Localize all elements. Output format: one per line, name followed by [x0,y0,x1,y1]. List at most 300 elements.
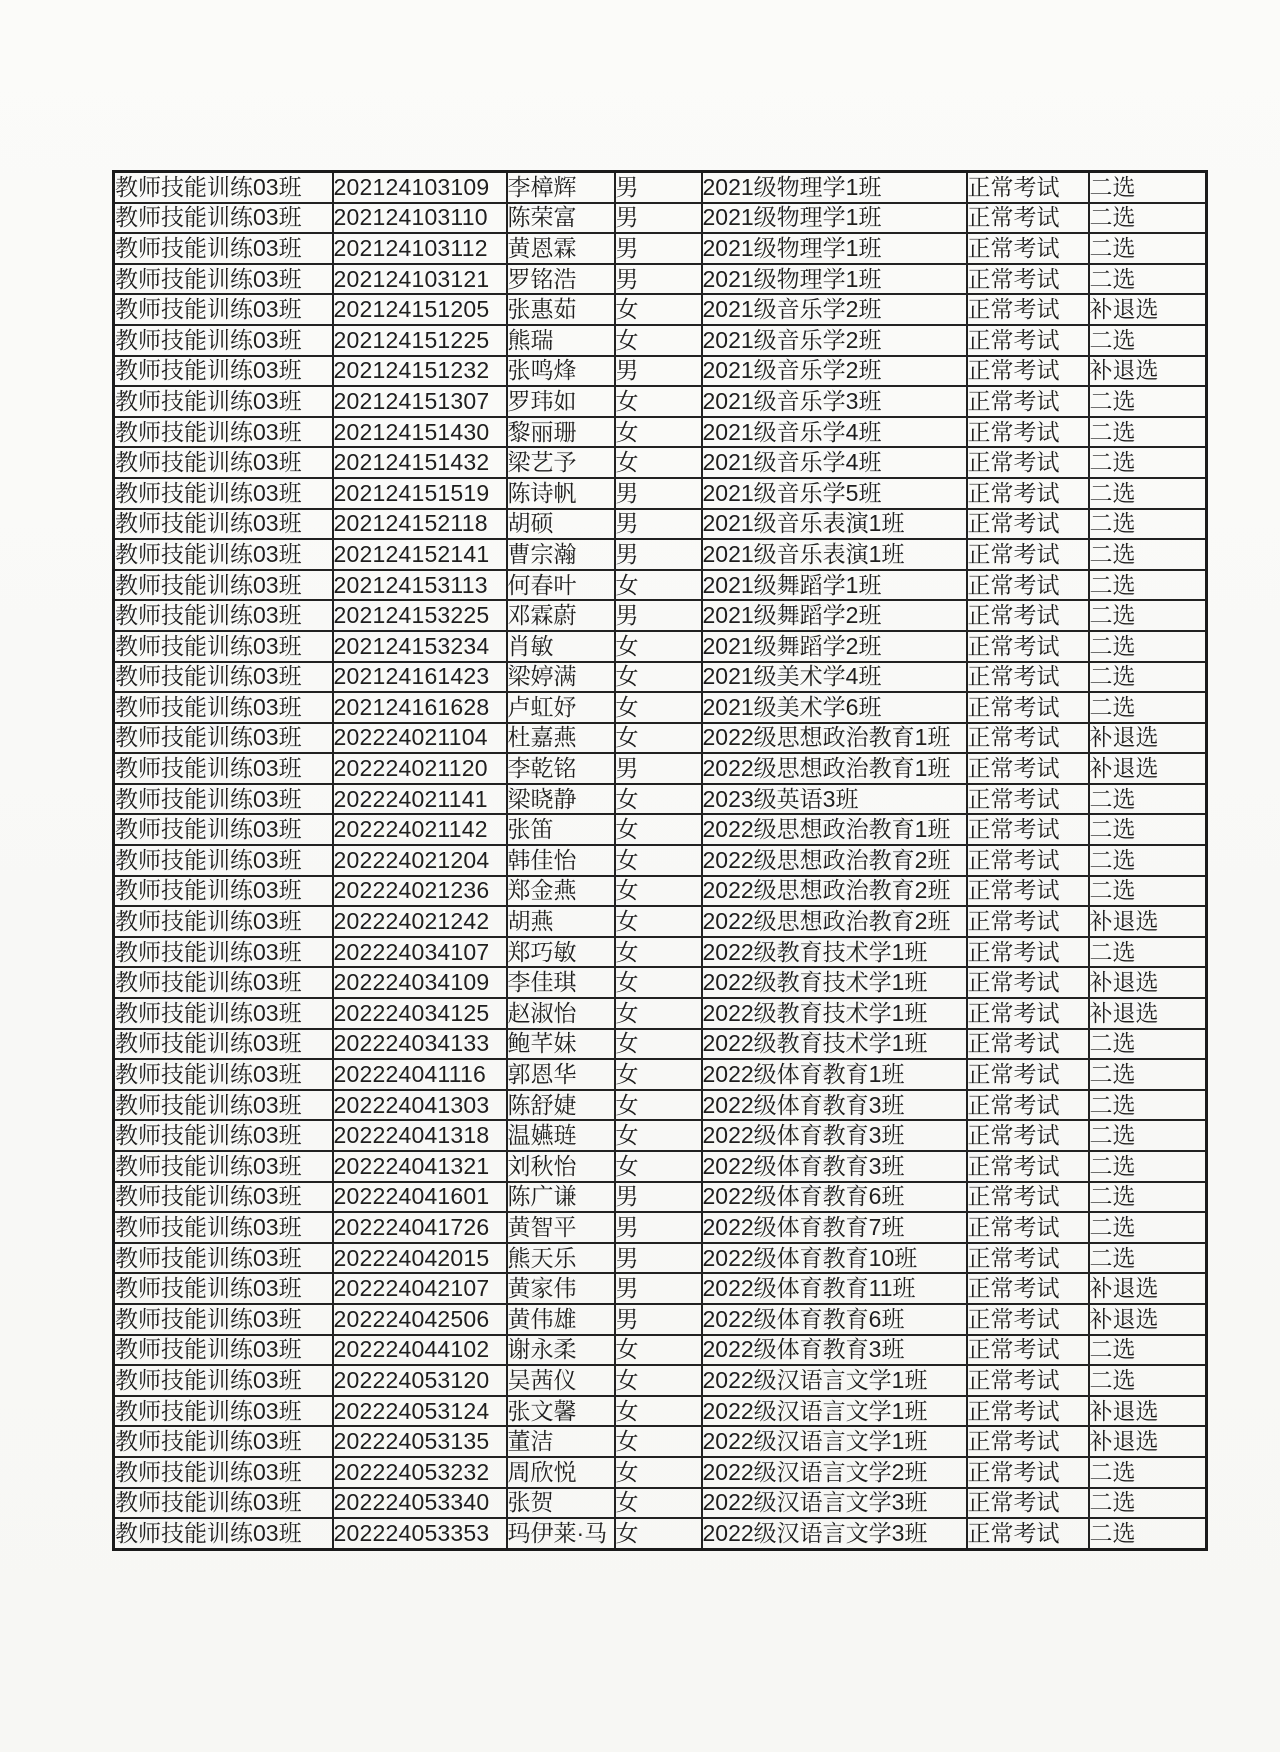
cell-student-id: 202124151432 [333,447,507,478]
cell-exam-status: 正常考试 [967,692,1089,723]
cell-class-name: 2022级体育教育10班 [702,1243,967,1274]
cell-exam-status: 正常考试 [967,233,1089,264]
cell-class-group: 教师技能训练03班 [114,386,333,417]
table-row [114,876,1207,907]
cell-class-group: 教师技能训练03班 [114,1365,333,1396]
cell-gender: 男 [615,203,702,234]
cell-exam-status: 正常考试 [967,937,1089,968]
cell-student-id: 202124151519 [333,478,507,509]
cell-selection-type: 二选 [1089,509,1207,540]
cell-selection-type: 二选 [1089,1365,1207,1396]
cell-student-name: 谢永柔 [507,1335,615,1366]
cell-selection-type: 补退选 [1089,998,1207,1029]
cell-student-name: 黄智平 [507,1212,615,1243]
cell-exam-status: 正常考试 [967,1120,1089,1151]
cell-selection-type: 二选 [1089,417,1207,448]
cell-student-id: 202224053353 [333,1518,507,1549]
cell-student-name: 刘秋怡 [507,1151,615,1182]
cell-exam-status: 正常考试 [967,814,1089,845]
cell-selection-type: 二选 [1089,662,1207,693]
cell-student-id: 202224041601 [333,1182,507,1213]
cell-class-group: 教师技能训练03班 [114,937,333,968]
table-row [114,570,1207,601]
table-row [114,1335,1207,1366]
cell-student-id: 202224041321 [333,1151,507,1182]
cell-class-name: 2021级音乐学2班 [702,356,967,387]
cell-student-name: 胡硕 [507,509,615,540]
cell-class-group: 教师技能训练03班 [114,631,333,662]
cell-class-name: 2021级美术学6班 [702,692,967,723]
cell-student-id: 202124161628 [333,692,507,723]
cell-class-group: 教师技能训练03班 [114,1304,333,1335]
cell-class-group: 教师技能训练03班 [114,1273,333,1304]
cell-class-name: 2021级物理学1班 [702,203,967,234]
cell-student-name: 梁婷满 [507,662,615,693]
cell-student-name: 罗铭浩 [507,264,615,295]
cell-student-name: 玛伊莱·马 [507,1518,615,1549]
cell-selection-type: 补退选 [1089,1396,1207,1427]
cell-gender: 女 [615,1457,702,1488]
table-row [114,723,1207,754]
cell-class-name: 2021级音乐学5班 [702,478,967,509]
cell-class-name: 2022级汉语言文学3班 [702,1488,967,1519]
cell-class-group: 教师技能训练03班 [114,1396,333,1427]
cell-class-name: 2021级音乐学2班 [702,325,967,356]
table-row [114,753,1207,784]
table-row [114,447,1207,478]
cell-class-group: 教师技能训练03班 [114,539,333,570]
cell-student-name: 董洁 [507,1426,615,1457]
cell-class-name: 2021级舞蹈学1班 [702,570,967,601]
cell-class-group: 教师技能训练03班 [114,876,333,907]
cell-student-name: 胡燕 [507,906,615,937]
cell-selection-type: 二选 [1089,937,1207,968]
cell-student-name: 卢虹妤 [507,692,615,723]
cell-class-group: 教师技能训练03班 [114,692,333,723]
cell-selection-type: 补退选 [1089,967,1207,998]
cell-exam-status: 正常考试 [967,906,1089,937]
cell-exam-status: 正常考试 [967,1090,1089,1121]
cell-exam-status: 正常考试 [967,203,1089,234]
cell-gender: 女 [615,723,702,754]
table-row [114,325,1207,356]
cell-class-name: 2022级体育教育3班 [702,1335,967,1366]
cell-class-name: 2022级教育技术学1班 [702,1029,967,1060]
table-row [114,1059,1207,1090]
cell-exam-status: 正常考试 [967,539,1089,570]
cell-student-id: 202224034133 [333,1029,507,1060]
cell-student-id: 202124152141 [333,539,507,570]
cell-gender: 女 [615,1488,702,1519]
cell-gender: 女 [615,1365,702,1396]
cell-gender: 女 [615,417,702,448]
cell-exam-status: 正常考试 [967,325,1089,356]
cell-gender: 女 [615,1059,702,1090]
cell-gender: 女 [615,1151,702,1182]
cell-selection-type: 二选 [1089,631,1207,662]
cell-gender: 男 [615,539,702,570]
cell-class-name: 2021级音乐学2班 [702,294,967,325]
cell-selection-type: 二选 [1089,1059,1207,1090]
cell-student-id: 202124153113 [333,570,507,601]
cell-student-id: 202224021104 [333,723,507,754]
table-row [114,203,1207,234]
cell-selection-type: 二选 [1089,1488,1207,1519]
cell-selection-type: 二选 [1089,876,1207,907]
cell-student-id: 202124161423 [333,662,507,693]
cell-exam-status: 正常考试 [967,753,1089,784]
cell-class-group: 教师技能训练03班 [114,600,333,631]
cell-gender: 女 [615,937,702,968]
cell-class-group: 教师技能训练03班 [114,1120,333,1151]
cell-selection-type: 二选 [1089,1457,1207,1488]
cell-exam-status: 正常考试 [967,417,1089,448]
cell-gender: 女 [615,1396,702,1427]
cell-student-id: 202224041116 [333,1059,507,1090]
cell-student-name: 黄家伟 [507,1273,615,1304]
cell-gender: 男 [615,600,702,631]
table-row [114,662,1207,693]
cell-exam-status: 正常考试 [967,1488,1089,1519]
cell-class-name: 2021级音乐学4班 [702,447,967,478]
cell-class-group: 教师技能训练03班 [114,1488,333,1519]
table-row [114,356,1207,387]
table-row [114,937,1207,968]
cell-gender: 男 [615,356,702,387]
cell-gender: 女 [615,1518,702,1549]
cell-class-group: 教师技能训练03班 [114,967,333,998]
cell-student-id: 202124151307 [333,386,507,417]
cell-class-name: 2021级音乐表演1班 [702,539,967,570]
cell-student-name: 郭恩华 [507,1059,615,1090]
cell-gender: 男 [615,1212,702,1243]
table-row [114,1120,1207,1151]
cell-selection-type: 二选 [1089,845,1207,876]
cell-exam-status: 正常考试 [967,845,1089,876]
cell-student-name: 温嬿琏 [507,1120,615,1151]
cell-class-name: 2021级舞蹈学2班 [702,600,967,631]
cell-class-name: 2022级思想政治教育2班 [702,845,967,876]
cell-student-name: 张鸣烽 [507,356,615,387]
cell-student-name: 熊天乐 [507,1243,615,1274]
table-row [114,998,1207,1029]
cell-student-id: 202124151232 [333,356,507,387]
cell-class-group: 教师技能训练03班 [114,1457,333,1488]
cell-gender: 女 [615,570,702,601]
cell-exam-status: 正常考试 [967,967,1089,998]
cell-class-group: 教师技能训练03班 [114,753,333,784]
cell-class-group: 教师技能训练03班 [114,1335,333,1366]
cell-gender: 女 [615,1335,702,1366]
cell-student-id: 202224021141 [333,784,507,815]
cell-class-group: 教师技能训练03班 [114,233,333,264]
cell-class-group: 教师技能训练03班 [114,203,333,234]
cell-student-id: 202124103109 [333,172,507,203]
cell-selection-type: 补退选 [1089,1273,1207,1304]
cell-class-name: 2022级体育教育3班 [702,1120,967,1151]
cell-student-name: 陈舒婕 [507,1090,615,1121]
table-row [114,1090,1207,1121]
cell-class-group: 教师技能训练03班 [114,570,333,601]
cell-class-name: 2022级汉语言文学1班 [702,1365,967,1396]
cell-exam-status: 正常考试 [967,1243,1089,1274]
cell-student-id: 202224021120 [333,753,507,784]
cell-student-name: 陈诗帆 [507,478,615,509]
cell-class-group: 教师技能训练03班 [114,1182,333,1213]
cell-student-id: 202224034107 [333,937,507,968]
cell-student-id: 202124103110 [333,203,507,234]
cell-student-id: 202224053340 [333,1488,507,1519]
cell-exam-status: 正常考试 [967,784,1089,815]
cell-class-name: 2022级体育教育3班 [702,1090,967,1121]
cell-student-name: 李佳琪 [507,967,615,998]
cell-gender: 男 [615,1273,702,1304]
cell-student-name: 肖敏 [507,631,615,662]
cell-student-id: 202124103112 [333,233,507,264]
cell-selection-type: 二选 [1089,600,1207,631]
cell-class-name: 2021级音乐学4班 [702,417,967,448]
cell-selection-type: 二选 [1089,1182,1207,1213]
cell-selection-type: 补退选 [1089,294,1207,325]
cell-exam-status: 正常考试 [967,600,1089,631]
cell-class-group: 教师技能训练03班 [114,356,333,387]
table-row [114,1426,1207,1457]
cell-exam-status: 正常考试 [967,509,1089,540]
cell-selection-type: 二选 [1089,1151,1207,1182]
cell-gender: 男 [615,1304,702,1335]
cell-student-id: 202224042506 [333,1304,507,1335]
table-row [114,1457,1207,1488]
cell-selection-type: 二选 [1089,203,1207,234]
cell-student-id: 202224041726 [333,1212,507,1243]
table-row [114,631,1207,662]
table-row [114,692,1207,723]
cell-gender: 男 [615,1243,702,1274]
cell-selection-type: 二选 [1089,692,1207,723]
table-row [114,1304,1207,1335]
table-row [114,1365,1207,1396]
table-row [114,172,1207,203]
cell-class-group: 教师技能训练03班 [114,1518,333,1549]
cell-student-id: 202124153225 [333,600,507,631]
table-row [114,845,1207,876]
cell-class-name: 2022级思想政治教育1班 [702,814,967,845]
cell-gender: 女 [615,662,702,693]
cell-gender: 女 [615,784,702,815]
cell-student-name: 韩佳怡 [507,845,615,876]
cell-exam-status: 正常考试 [967,1059,1089,1090]
cell-gender: 女 [615,814,702,845]
cell-class-group: 教师技能训练03班 [114,1059,333,1090]
cell-student-id: 202224034109 [333,967,507,998]
cell-selection-type: 二选 [1089,1120,1207,1151]
cell-exam-status: 正常考试 [967,478,1089,509]
cell-selection-type: 二选 [1089,1212,1207,1243]
cell-gender: 女 [615,967,702,998]
cell-class-group: 教师技能训练03班 [114,172,333,203]
cell-exam-status: 正常考试 [967,1335,1089,1366]
cell-student-id: 202224021242 [333,906,507,937]
cell-selection-type: 二选 [1089,539,1207,570]
table-row [114,784,1207,815]
table-row [114,1518,1207,1549]
cell-selection-type: 二选 [1089,1090,1207,1121]
cell-gender: 男 [615,1182,702,1213]
cell-student-id: 202224053135 [333,1426,507,1457]
cell-student-name: 熊瑞 [507,325,615,356]
cell-selection-type: 补退选 [1089,1426,1207,1457]
cell-selection-type: 补退选 [1089,753,1207,784]
cell-class-name: 2022级思想政治教育1班 [702,753,967,784]
cell-exam-status: 正常考试 [967,1457,1089,1488]
cell-class-group: 教师技能训练03班 [114,998,333,1029]
table-row [114,814,1207,845]
cell-student-id: 202224021142 [333,814,507,845]
cell-class-name: 2021级音乐表演1班 [702,509,967,540]
cell-gender: 男 [615,172,702,203]
cell-student-id: 202124103121 [333,264,507,295]
cell-selection-type: 二选 [1089,814,1207,845]
cell-gender: 男 [615,509,702,540]
cell-class-name: 2022级汉语言文学1班 [702,1396,967,1427]
cell-gender: 女 [615,386,702,417]
cell-gender: 男 [615,233,702,264]
cell-exam-status: 正常考试 [967,1212,1089,1243]
cell-class-group: 教师技能训练03班 [114,1243,333,1274]
cell-gender: 男 [615,264,702,295]
cell-gender: 女 [615,845,702,876]
cell-student-id: 202124151225 [333,325,507,356]
cell-gender: 女 [615,1426,702,1457]
cell-class-name: 2022级汉语言文学1班 [702,1426,967,1457]
cell-selection-type: 二选 [1089,1518,1207,1549]
table-row [114,906,1207,937]
cell-student-name: 赵淑怡 [507,998,615,1029]
cell-exam-status: 正常考试 [967,172,1089,203]
cell-student-id: 202224053120 [333,1365,507,1396]
cell-gender: 女 [615,1120,702,1151]
cell-gender: 女 [615,325,702,356]
cell-selection-type: 二选 [1089,784,1207,815]
cell-student-id: 202224053232 [333,1457,507,1488]
table-row [114,417,1207,448]
cell-selection-type: 补退选 [1089,356,1207,387]
cell-gender: 女 [615,631,702,662]
table-row [114,264,1207,295]
cell-gender: 女 [615,998,702,1029]
cell-class-group: 教师技能训练03班 [114,1426,333,1457]
cell-selection-type: 二选 [1089,1243,1207,1274]
cell-class-group: 教师技能训练03班 [114,845,333,876]
cell-class-name: 2022级汉语言文学2班 [702,1457,967,1488]
student-roster-body [114,172,1207,1550]
cell-student-id: 202124151430 [333,417,507,448]
cell-exam-status: 正常考试 [967,1304,1089,1335]
cell-student-name: 陈广谦 [507,1182,615,1213]
cell-class-group: 教师技能训练03班 [114,662,333,693]
cell-class-group: 教师技能训练03班 [114,478,333,509]
cell-class-name: 2022级思想政治教育2班 [702,906,967,937]
cell-class-group: 教师技能训练03班 [114,1029,333,1060]
cell-exam-status: 正常考试 [967,1396,1089,1427]
cell-class-name: 2022级体育教育11班 [702,1273,967,1304]
cell-student-name: 郑金燕 [507,876,615,907]
cell-selection-type: 二选 [1089,478,1207,509]
cell-student-id: 202224042107 [333,1273,507,1304]
cell-student-name: 黄伟雄 [507,1304,615,1335]
cell-student-id: 202224041318 [333,1120,507,1151]
cell-student-name: 黄恩霖 [507,233,615,264]
cell-gender: 女 [615,294,702,325]
cell-student-name: 郑巧敏 [507,937,615,968]
cell-student-id: 202124152118 [333,509,507,540]
cell-class-group: 教师技能训练03班 [114,1151,333,1182]
cell-student-id: 202124151205 [333,294,507,325]
cell-class-name: 2021级物理学1班 [702,264,967,295]
cell-selection-type: 二选 [1089,1029,1207,1060]
cell-class-name: 2022级教育技术学1班 [702,998,967,1029]
cell-student-name: 曹宗瀚 [507,539,615,570]
cell-student-name: 杜嘉燕 [507,723,615,754]
student-roster-table [112,170,1208,1551]
cell-class-name: 2022级思想政治教育1班 [702,723,967,754]
table-row [114,967,1207,998]
cell-class-name: 2022级体育教育1班 [702,1059,967,1090]
cell-class-name: 2021级物理学1班 [702,172,967,203]
cell-student-id: 202224021236 [333,876,507,907]
cell-class-group: 教师技能训练03班 [114,784,333,815]
cell-student-name: 张笛 [507,814,615,845]
cell-student-id: 202224021204 [333,845,507,876]
cell-gender: 女 [615,906,702,937]
cell-exam-status: 正常考试 [967,570,1089,601]
cell-selection-type: 二选 [1089,570,1207,601]
cell-class-name: 2022级体育教育6班 [702,1304,967,1335]
cell-gender: 男 [615,478,702,509]
table-row [114,478,1207,509]
cell-class-name: 2022级体育教育6班 [702,1182,967,1213]
cell-selection-type: 二选 [1089,386,1207,417]
cell-class-name: 2022级思想政治教育2班 [702,876,967,907]
table-row [114,233,1207,264]
cell-student-name: 周欣悦 [507,1457,615,1488]
cell-student-name: 何春叶 [507,570,615,601]
cell-exam-status: 正常考试 [967,1182,1089,1213]
table-row [114,1151,1207,1182]
cell-class-name: 2021级物理学1班 [702,233,967,264]
cell-exam-status: 正常考试 [967,876,1089,907]
cell-exam-status: 正常考试 [967,723,1089,754]
cell-selection-type: 二选 [1089,325,1207,356]
cell-exam-status: 正常考试 [967,386,1089,417]
cell-student-name: 张惠茹 [507,294,615,325]
cell-class-name: 2022级汉语言文学3班 [702,1518,967,1549]
table-row [114,1488,1207,1519]
table-row [114,1273,1207,1304]
cell-class-name: 2021级音乐学3班 [702,386,967,417]
cell-gender: 女 [615,876,702,907]
cell-exam-status: 正常考试 [967,1273,1089,1304]
cell-class-group: 教师技能训练03班 [114,264,333,295]
cell-student-name: 吴茜仪 [507,1365,615,1396]
cell-class-group: 教师技能训练03班 [114,1090,333,1121]
cell-student-id: 202224041303 [333,1090,507,1121]
cell-class-name: 2022级教育技术学1班 [702,967,967,998]
table-row [114,1396,1207,1427]
cell-selection-type: 二选 [1089,1335,1207,1366]
cell-class-group: 教师技能训练03班 [114,723,333,754]
cell-selection-type: 二选 [1089,172,1207,203]
